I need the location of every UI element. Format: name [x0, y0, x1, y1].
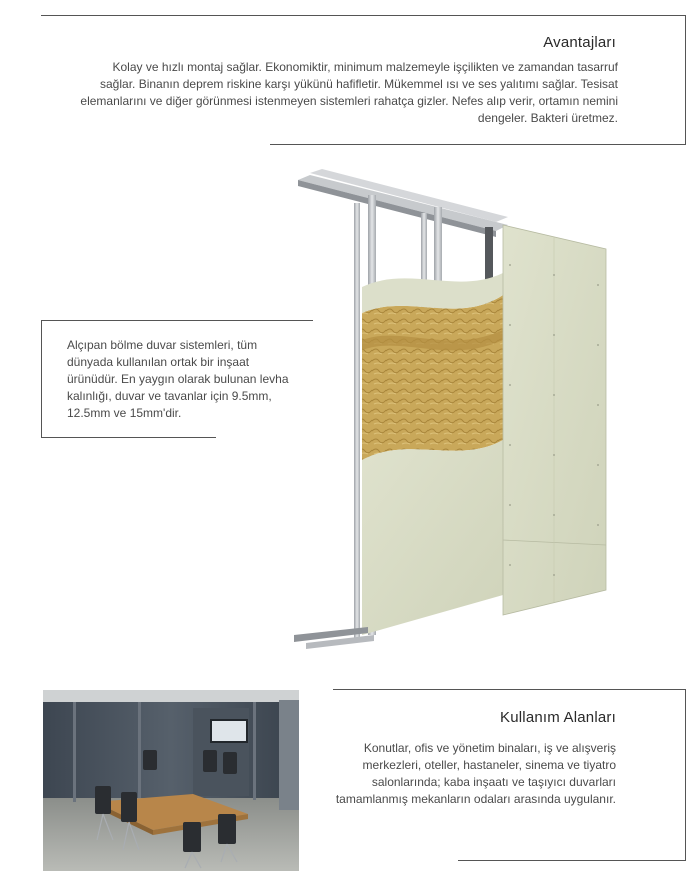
- gypsum-board-panel: [503, 225, 606, 615]
- intro-left-rule: [41, 320, 42, 438]
- front-gypsum-board: [362, 440, 503, 635]
- advantages-text: Kolay ve hızlı montaj sağlar. Ekonomiktir, minimum malzemeyle işçilikten ve zamandan tasarruf sağlar. Binanın deprem riskine karşı yükünü hafifletir. Mükemmel ısı ve ses yalıtımı sağlar. Tesisat elemanlarını ve diğer görünmesi istenmeyen sistemleri rahatça gizler. Nefes alıp verir, ortamın nemini dengeler. Bakteri üretmez.: [80, 60, 618, 125]
- usage-title: Kullanım Alanları: [500, 709, 616, 726]
- intro-bottom-rule: [41, 437, 216, 438]
- usage-text: Konutlar, ofis ve yönetim binaları, iş ve alışveriş merkezleri, oteller, hastaneler, sinema ve tiyatro salonlarında; kaba inşaatı ve taşıyıcı duvarları tamamlanmış mekanların odaları arasında uygulanır.: [335, 741, 616, 806]
- usage-right-rule: [685, 689, 686, 861]
- intro-top-rule: [41, 320, 313, 321]
- advantages-right-rule: [685, 15, 686, 145]
- meeting-room-photo: [43, 690, 299, 871]
- intro-text: Alçıpan bölme duvar sistemleri, tüm dünyada kullanılan ortak bir inşaat ürünüdür. En yaygın olarak bulunan levha kalınlığı, duvar ve tavanlar için 9.5mm, 12.5mm ve 15mm'dir.: [67, 338, 289, 420]
- advantages-top-rule: [41, 15, 686, 16]
- advantages-title: Avantajları: [543, 34, 616, 51]
- advantages-bottom-rule: [270, 144, 686, 145]
- usage-bottom-rule: [458, 860, 686, 861]
- insulation-layer: [362, 295, 503, 460]
- top-track: [298, 169, 508, 237]
- drywall-partition-illustration: [288, 165, 618, 655]
- usage-top-rule: [333, 689, 686, 690]
- bottom-track: [294, 627, 374, 649]
